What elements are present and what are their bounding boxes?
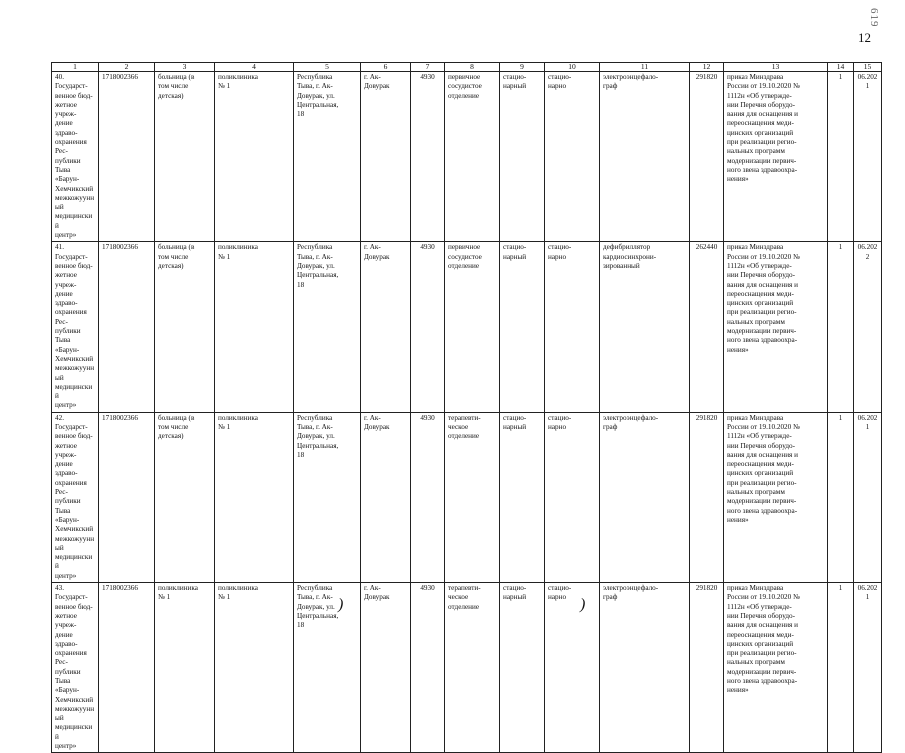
table-row [52,412,882,582]
unit-cell: поликлиника № 1 [215,583,294,753]
header-cell: 6 [361,63,411,72]
care-form-cell: стацио- нарно [545,583,600,753]
inn-cell: 1718002366 [99,412,155,582]
header-cell: 4 [215,63,294,72]
department-cell: первичное сосудистое отделение [445,242,500,412]
city-cell: г. Ак- Довурак [361,412,411,582]
date-cell: 06.2021 [854,412,882,582]
header-cell: 10 [545,63,600,72]
code-cell: 4930 [411,72,445,242]
header-cell: 15 [854,63,882,72]
footer-mark-right: ) [580,596,586,613]
header-cell: 2 [99,63,155,72]
header-cell: 7 [411,63,445,72]
equipment-cell: электроэнцефало- граф [600,412,690,582]
equipment-cell: дефибриллятор кардиосинхрони- зированный [600,242,690,412]
unit-cell: поликлиника № 1 [215,242,294,412]
organization-cell: 42. Государст- венное бюд- жетное учреж- дение здраво- охранения Рес- публики Тыва «Барун- Хемчикский межкожуунный медицинский центр» [52,412,99,582]
order-cell: приказ Минздрава России от 19.10.2020 № 1112н «Об утвержде- нии Перечня оборудо- вания для оснащения и переоснащения меди- цинских организаций при реализации регио- нальных программ модернизации первич- ного звена здравоохра- нения» [724,72,828,242]
inn-cell: 1718002366 [99,242,155,412]
header-cell: 12 [690,63,724,72]
care-form-cell: стацио- нарно [545,242,600,412]
facility-type-cell: больница (в том числе детская) [155,242,215,412]
city-cell: г. Ак- Довурак [361,72,411,242]
table-row [52,72,882,242]
page-number: 12 [858,30,871,45]
archive-stamp: 619 [868,8,880,28]
facility-type-cell: больница (в том числе детская) [155,412,215,582]
unit-cell: поликлиника № 1 [215,412,294,582]
quantity-cell: 1 [828,242,854,412]
address-cell: Республика Тыва, г. Ак- Довурак, ул. Центральная, 18 [294,583,361,753]
date-cell: 06.2021 [854,583,882,753]
organization-cell: 43. Государст- венное бюд- жетное учреж- дение здраво- охранения Рес- публики Тыва «Барун- Хемчикский межкожуунный медицинский центр» [52,583,99,753]
header-cell: 5 [294,63,361,72]
facility-type-cell: больница (в том числе детская) [155,72,215,242]
care-form-cell: стацио- нарно [545,412,600,582]
city-cell: г. Ак- Довурак [361,583,411,753]
quantity-cell: 1 [828,583,854,753]
address-cell: Республика Тыва, г. Ак- Довурак, ул. Центральная, 18 [294,412,361,582]
order-cell: приказ Минздрава России от 19.10.2020 № 1112н «Об утвержде- нии Перечня оборудо- вания для оснащения и переоснащения меди- цинских организаций при реализации регио- нальных программ модернизации первич- ного звена здравоохра- нения» [724,242,828,412]
equipment-code-cell: 291820 [690,583,724,753]
equipment-cell: электроэнцефало- граф [600,72,690,242]
header-cell: 13 [724,63,828,72]
department-cell: терапевти- ческое отделение [445,583,500,753]
organization-cell: 41. Государст- венное бюд- жетное учреж- дение здраво- охранения Рес- публики Тыва «Барун- Хемчикский межкожуунный медицинский центр» [52,242,99,412]
equipment-table [51,62,882,753]
inn-cell: 1718002366 [99,72,155,242]
organization-cell: 40. Государст- венное бюд- жетное учреж- дение здраво- охранения Рес- публики Тыва «Барун- Хемчикский межкожуунный медицинский центр» [52,72,99,242]
table-row [52,242,882,412]
care-form-cell: стацио- нарно [545,72,600,242]
quantity-cell: 1 [828,412,854,582]
inn-cell: 1718002366 [99,583,155,753]
department-cell: терапевти- ческое отделение [445,412,500,582]
care-mode-cell: стацио- нарный [500,242,545,412]
order-cell: приказ Минздрава России от 19.10.2020 № 1112н «Об утвержде- нии Перечня оборудо- вания для оснащения и переоснащения меди- цинских организаций при реализации регио- нальных программ модернизации первич- ного звена здравоохра- нения» [724,412,828,582]
code-cell: 4930 [411,412,445,582]
equipment-cell: электроэнцефало- граф [600,583,690,753]
address-cell: Республика Тыва, г. Ак- Довурак, ул. Центральная, 18 [294,242,361,412]
quantity-cell: 1 [828,72,854,242]
header-cell: 1 [52,63,99,72]
header-cell: 9 [500,63,545,72]
footer-mark-left: ) [338,596,344,613]
equipment-code-cell: 262440 [690,242,724,412]
date-cell: 06.2021 [854,72,882,242]
header-cell: 14 [828,63,854,72]
care-mode-cell: стацио- нарный [500,72,545,242]
care-mode-cell: стацио- нарный [500,583,545,753]
date-cell: 06.2022 [854,242,882,412]
city-cell: г. Ак- Довурак [361,242,411,412]
facility-type-cell: поликлиника № 1 [155,583,215,753]
unit-cell: поликлиника № 1 [215,72,294,242]
code-cell: 4930 [411,583,445,753]
header-cell: 8 [445,63,500,72]
department-cell: первичное сосудистое отделение [445,72,500,242]
header-row [52,63,882,72]
equipment-code-cell: 291820 [690,72,724,242]
header-cell: 3 [155,63,215,72]
table-row [52,583,882,753]
equipment-code-cell: 291820 [690,412,724,582]
order-cell: приказ Минздрава России от 19.10.2020 № 1112н «Об утвержде- нии Перечня оборудо- вания для оснащения и переоснащения меди- цинских организаций при реализации регио- нальных программ модернизации первич- ного звена здравоохра- нения» [724,583,828,753]
care-mode-cell: стацио- нарный [500,412,545,582]
header-cell: 11 [600,63,690,72]
address-cell: Республика Тыва, г. Ак- Довурак, ул. Центральная, 18 [294,72,361,242]
code-cell: 4930 [411,242,445,412]
